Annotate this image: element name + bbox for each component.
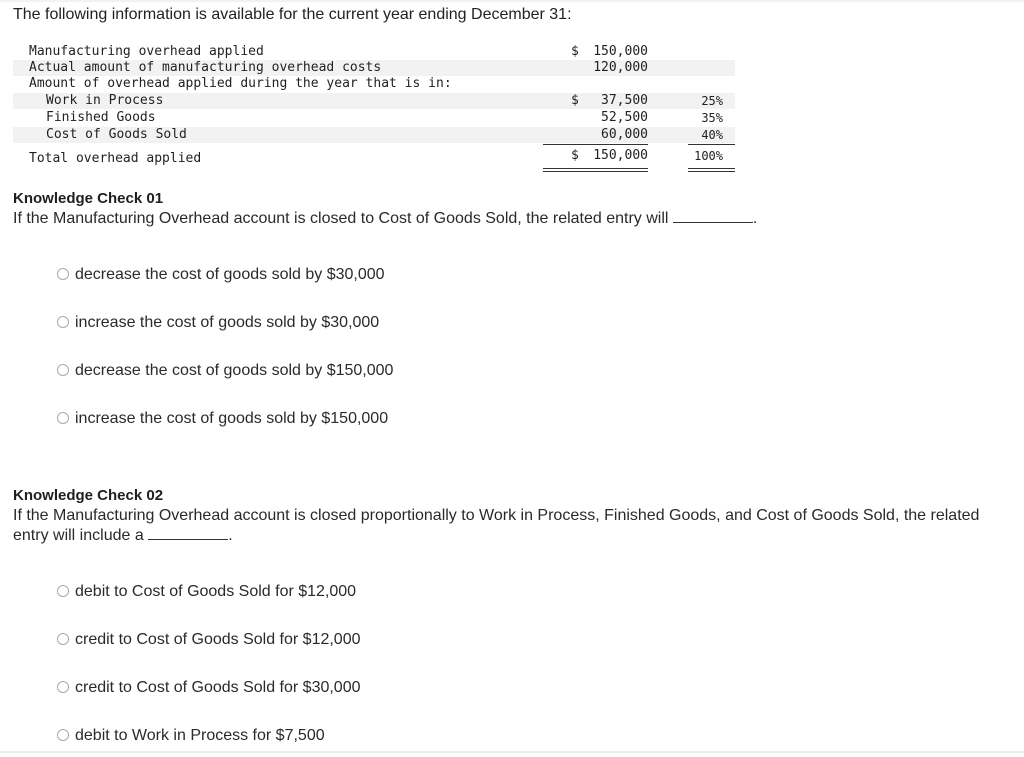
kc2-title: Knowledge Check 02 xyxy=(13,487,164,504)
currency-symbol: $ xyxy=(571,148,579,163)
currency-symbol: $ xyxy=(571,93,579,108)
radio-button[interactable] xyxy=(57,633,69,645)
table-row-total xyxy=(13,147,735,165)
radio-button[interactable] xyxy=(57,585,69,597)
amount-value: 60,000 xyxy=(601,127,648,142)
radio-button[interactable] xyxy=(57,316,69,328)
option-label: debit to Work in Process for $7,500 xyxy=(75,727,325,744)
radio-button[interactable] xyxy=(57,268,69,280)
percent-value: 100% xyxy=(694,149,723,163)
radio-button[interactable] xyxy=(57,681,69,693)
subtotal-rule xyxy=(543,144,648,145)
percent-value: 35% xyxy=(701,111,723,125)
radio-button[interactable] xyxy=(57,364,69,376)
table-row xyxy=(13,93,735,109)
option-label: increase the cost of goods sold by $150,000 xyxy=(75,410,389,427)
amount-value: 150,000 xyxy=(593,44,648,59)
row-label: Finished Goods xyxy=(46,110,156,125)
kc1-question-text: If the Manufacturing Overhead account is closed to Cost of Goods Sold, the related entry will xyxy=(13,210,669,227)
table-row xyxy=(13,110,735,126)
option-label: credit to Cost of Goods Sold for $12,000 xyxy=(75,631,361,648)
amount-value: 37,500 xyxy=(601,93,648,108)
table-row xyxy=(13,76,735,92)
answer-blank xyxy=(673,209,753,223)
radio-button[interactable] xyxy=(57,412,69,424)
table-row xyxy=(13,60,735,76)
option-label: decrease the cost of goods sold by $30,000 xyxy=(75,266,385,283)
row-label: Manufacturing overhead applied xyxy=(29,44,264,59)
option-label: credit to Cost of Goods Sold for $30,000 xyxy=(75,679,361,696)
row-label: Actual amount of manufacturing overhead costs xyxy=(29,60,382,75)
total-rule xyxy=(688,168,735,169)
option-label: increase the cost of goods sold by $30,000 xyxy=(75,314,380,331)
option-label: debit to Cost of Goods Sold for $12,000 xyxy=(75,583,357,600)
total-rule xyxy=(688,171,735,172)
amount-value: 120,000 xyxy=(593,60,648,75)
row-label: Work in Process xyxy=(46,93,164,108)
percent-value: 25% xyxy=(701,94,723,108)
kc2-question-text: If the Manufacturing Overhead account is closed proportionally to Work in Process, Finished Goods, and Cost of Goods Sold, the related entry will include a xyxy=(13,507,980,544)
top-divider xyxy=(0,0,1024,2)
amount-value: 52,500 xyxy=(601,110,648,125)
row-label: Amount of overhead applied during the year that is in: xyxy=(29,76,452,91)
amount-value: 150,000 xyxy=(593,148,648,163)
row-label: Total overhead applied xyxy=(29,151,202,166)
table-row xyxy=(13,127,735,143)
total-rule xyxy=(543,168,648,169)
kc1-title: Knowledge Check 01 xyxy=(13,190,164,207)
radio-button[interactable] xyxy=(57,729,69,741)
currency-symbol: $ xyxy=(571,44,579,59)
intro-text: The following information is available for the current year ending December 31: xyxy=(13,6,572,23)
kc1-question: If the Manufacturing Overhead account is closed to Cost of Goods Sold, the related entry will . xyxy=(13,210,758,227)
kc2-question: If the Manufacturing Overhead account is closed proportionally to Work in Process, Finished Goods, and Cost of Goods Sold, the related entry will include a . xyxy=(13,507,980,544)
table-row xyxy=(13,44,735,60)
bottom-divider xyxy=(0,751,1024,753)
answer-blank xyxy=(148,526,228,540)
option-label: decrease the cost of goods sold by $150,000 xyxy=(75,362,394,379)
row-label: Cost of Goods Sold xyxy=(46,127,187,142)
total-rule xyxy=(543,171,648,172)
percent-value: 40% xyxy=(701,128,723,142)
subtotal-rule xyxy=(688,144,735,145)
